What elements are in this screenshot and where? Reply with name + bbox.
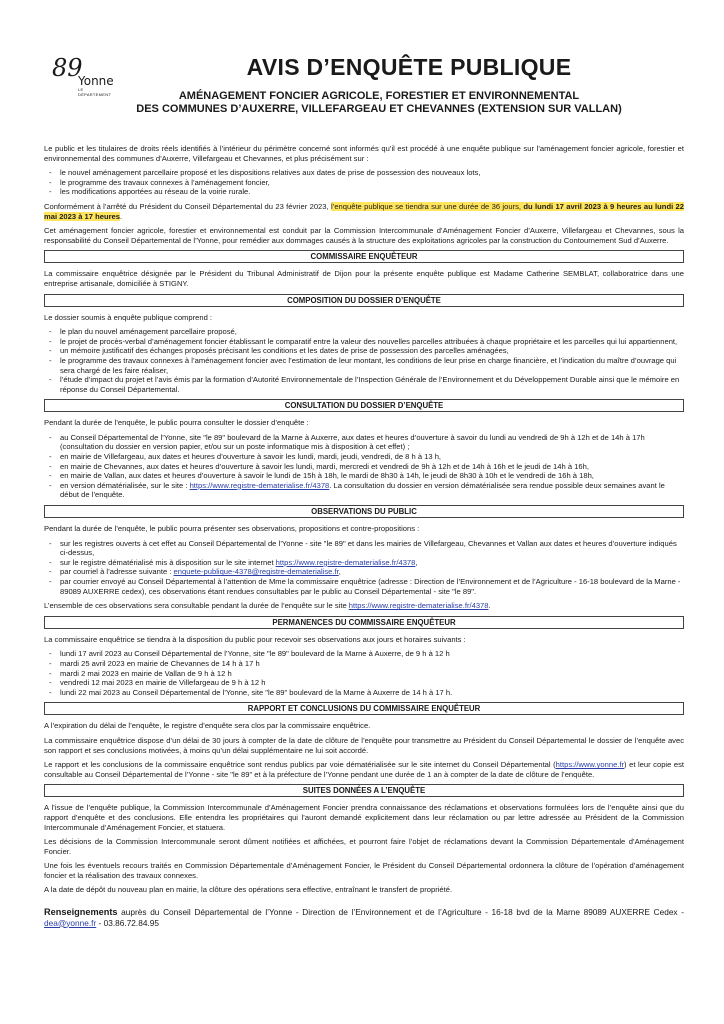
commissaire-paragraph: La commissaire enquêtrice désignée par le Président du Tribunal Administratif de Dijon pour la présente enquête publique est Madame Catherine SEMBLAT, collaboratrice dans une entreprise artisanale, domiciliée à STIGNY.	[44, 269, 684, 288]
subtitle-line-2: DES COMMUNES D’AUXERRE, VILLEFARGEAU ET CHEVANNES (EXTENSION SUR VALLAN)	[136, 103, 622, 115]
notice-page	[44, 52, 684, 933]
dates-duration: l’enquête publique se tiendra sur une durée de 36 jours,	[330, 201, 524, 211]
list-item: - le projet de procès-verbal d’aménagement foncier établissant le comparatif entre la valeur des nouvelles parcelles attribuées à chaque propriétaire et les parcelles qui lui appartiennent,	[60, 337, 684, 347]
list-item	[60, 481, 684, 500]
permanences-intro: La commissaire enquêtrice se tiendra à la disposition du public pour recevoir ses observations aux jours et horaires suivants :	[44, 634, 466, 644]
list-item: - mardi 2 mai 2023 en mairie de Vallan de 9 h à 12 h	[60, 669, 684, 679]
list-item: - en mairie de Vallan, aux dates et heures d’ouverture à savoir le lundi de 15h à 18h, le mardi de 8h30 à 14h, le jeudi de 8h30 à 10h et le vendredi de 16h à 18h,	[60, 471, 684, 481]
intro-paragraph: Le public et les titulaires de droits réels identifiés à l’intérieur du périmètre concerné sont informés qu’il est procédé à une enquête publique sur l’aménagement foncier agricole, forestier et environnemental des communes d’Auxerre, Villefargeau et Chevannes, et plus précisément sur :	[44, 144, 684, 163]
logo-subtitle: LE DÉPARTEMENT	[78, 87, 112, 97]
list-item: - lundi 22 mai 2023 au Conseil Départemental de l’Yonne, site "le 89" boulevard de la Marne à Auxerre de 14 h à 17 h.	[60, 688, 684, 698]
registre-link[interactable]: https://www.registre-dematerialise.fr/4378	[348, 601, 489, 611]
dates-end: .	[120, 211, 123, 221]
rapport-paragraph-3	[44, 760, 684, 779]
suites-paragraph-3: Une fois les éventuels recours traités en Commission Départementale d’Aménagement Foncier, le Président du Conseil Départemental ordonnera la clôture de l’opération d’aménagement foncier et la réalisation des travaux connexes.	[44, 861, 684, 880]
footer-email-link[interactable]: dea@yonne.fr	[44, 917, 97, 928]
footer-contact	[44, 907, 684, 928]
observations-intro: Pendant la durée de l’enquête, le public pourra présenter ses observations, propositions et contre-propositions :	[44, 524, 420, 534]
dates-text: Conformément à l’arrêté du Président du Conseil Départemental du 23 février 2023,	[44, 201, 331, 211]
list-item: - lundi 17 avril 2023 au Conseil Départemental de l’Yonne, site "le 89" boulevard de la Marne à Auxerre, de 9 h à 12 h	[60, 649, 684, 659]
list-item: - sur le registre dématérialisé mis à disposition sur le site internet https://www.registre-dematerialise.fr/4378,	[60, 558, 684, 568]
footer-label: Renseignements	[44, 907, 118, 918]
list-item: - au Conseil Départemental de l’Yonne, site "le 89" boulevard de la Marne à Auxerre, aux dates et heures d’ouverture à savoir du lundi au vendredi de 9h à 12h et de 14h à 17h (consultation du dossier en version papier, et/ou sur un poste informatique mis à disposition à cet effet) ;	[60, 433, 684, 452]
consultation-list	[44, 433, 684, 500]
rapport-text: Le rapport et les conclusions de la commissaire enquêtrice sont rendus publics par voie dématérialisée sur le site internet du Conseil Départemental (	[44, 760, 556, 770]
list-item: - en mairie de Chevannes, aux dates et heures d’ouverture à savoir les lundi, mardi, mercredi et vendredi de 9h à 12h et de 14h à 16h et le jeudi de 14h à 16h,	[60, 462, 684, 472]
composition-intro: Le dossier soumis à enquête publique comprend :	[44, 312, 213, 322]
footer-text: auprès du Conseil Départemental de l’Yonne - Direction de l’Environnement et de l’Agriculture - 16-18 bvd de la Marne 89089 AUXERRE Cedex -	[117, 907, 684, 918]
permanences-list	[44, 649, 684, 697]
email-link[interactable]: enquete-publique-4378@registre-dematerialise.fr	[173, 567, 339, 577]
intro-list	[44, 168, 684, 197]
registre-link[interactable]: https://www.registre-dematerialise.fr/4378	[275, 557, 416, 567]
page-subtitle	[74, 90, 684, 116]
observations-closing-text: L’ensemble de ces observations sera consultable pendant la durée de l’enquête sur le site	[44, 601, 349, 611]
section-heading-consultation: CONSULTATION DU DOSSIER D’ENQUÊTE	[44, 399, 684, 412]
page-title: AVIS D’ENQUÊTE PUBLIQUE	[246, 54, 572, 80]
observations-online-text: sur le registre dématérialisé mis à disposition sur le site internet	[60, 557, 276, 567]
section-heading-permanences: PERMANENCES DU COMMISSAIRE ENQUÊTEUR	[44, 616, 684, 629]
registre-link[interactable]: https://www.registre-dematerialise.fr/4378	[189, 480, 330, 490]
suites-paragraph-1: A l’issue de l’enquête publique, la Commission Intercommunale d’Aménagement Foncier prendra connaissance des réclamations et observations formulées lors de l’enquête ainsi que du rapport d’enquête et des conclusions. Elle entendra les propriétaires qui l’auront demandé explicitement dans leur réclamation ou par lettre adressée au Président de la Commission Intercommunale d’Aménagement Foncier, et statuera.	[44, 803, 684, 832]
suites-paragraph-2: Les décisions de la Commission Intercommunale seront dûment notifiées et affichées, et pourront faire l’objet de réclamations devant la Commission Départementale d’Aménagement Foncier.	[44, 837, 684, 856]
subtitle-line-1: AMÉNAGEMENT FONCIER AGRICOLE, FORESTIER ET ENVIRONNEMENTAL	[178, 90, 580, 102]
observations-email-text: par courriel à l’adresse suivante :	[60, 567, 174, 577]
logo-number: 89	[52, 54, 83, 82]
section-heading-composition: COMPOSITION DU DOSSIER D’ENQUÊTE	[44, 294, 684, 307]
list-item: - les modifications apportées au réseau de la voirie rurale.	[60, 187, 684, 197]
footer-phone: - 03.86.72.84.95	[96, 917, 159, 928]
section-heading-suites: SUITES DONNÉES A L’ENQUÊTE	[44, 784, 684, 797]
rapport-text-end: ) et leur copie est consultable au Conseil Départemental de l’Yonne - site "le 89" et à la préfecture de l’Yonne pendant une durée de 1 an à compter de la date de clôture de l’enquête.	[44, 760, 684, 779]
rapport-paragraph-1: A l’expiration du délai de l’enquête, le registre d’enquête sera clos par la commissaire enquêtrice.	[44, 721, 371, 731]
dates-paragraph	[44, 202, 684, 221]
list-item: - mardi 25 avril 2023 en mairie de Chevannes de 14 h à 17 h	[60, 659, 684, 669]
composition-list	[44, 327, 684, 394]
suites-paragraph-4: A la date de dépôt du nouveau plan en mairie, la clôture des opérations sera effective, entraînant le transfert de propriété.	[44, 885, 453, 895]
list-item: - le plan du nouvel aménagement parcellaire proposé,	[60, 327, 684, 337]
notice-header	[44, 52, 684, 144]
observations-list	[44, 539, 684, 597]
list-item: - le programme des travaux connexes à l’aménagement foncier avec l’estimation de leur montant, les conditions de leur prise en charge financière, et l’indication du maître d’ouvrage qui sera chargé de les faire réaliser,	[60, 356, 684, 375]
logo-name: Yonne	[78, 74, 114, 88]
list-item: - vendredi 12 mai 2023 en mairie de Villefargeau de 9 h à 12 h	[60, 678, 684, 688]
dates-range: du lundi 17 avril 2023 à 9 heures au lundi 22 mai 2023 à 17 heures	[44, 201, 684, 221]
yonne-link[interactable]: https://www.yonne.fr	[555, 760, 625, 770]
list-item: - par courriel à l’adresse suivante : enquete-publique-4378@registre-dematerialise.fr,	[60, 567, 684, 577]
list-item: - l’étude d’impact du projet et l’avis émis par la formation d’Autorité Environnementale de l’Inspection Générale de l’Environnement et du Développement Durable ainsi que le mémoire en réponse du Conseil Départemental.	[60, 375, 684, 394]
section-heading-rapport: RAPPORT ET CONCLUSIONS DU COMMISSAIRE ENQUÊTEUR	[44, 702, 684, 715]
consultation-online-end: . La consultation du dossier en version dématérialisée sera rendue possible deux semaines avant le début de l’enquête.	[60, 480, 665, 500]
context-paragraph: Cet aménagement foncier agricole, forestier et environnemental est conduit par la Commission Intercommunale d’Aménagement Foncier d’Auxerre, Villefargeau et Chevannes, sous la responsabilité du Conseil Départemental de l’Yonne, pour remédier aux dommages causés à la structure des exploitations agricoles par la construction du Contournement Sud d’Auxerre.	[44, 226, 684, 245]
list-item: - sur les registres ouverts à cet effet au Conseil Départemental de l’Yonne - site "le 89" et dans les mairies de Villefargeau, Chevannes et Vallan aux dates et heures d’ouverture indiqués ci-dessus,	[60, 539, 684, 558]
list-item: - en mairie de Villefargeau, aux dates et heures d’ouverture à savoir les lundi, mardi, jeudi, vendredi, de 8 h à 13 h,	[60, 452, 684, 462]
list-item: - par courrier envoyé au Conseil Départemental à l’attention de Mme la commissaire enquêtrice (adresse : Direction de l’Environnement et de l’Agriculture - 16-18 boulevard de la Marne - 89089 AUXERRE cedex), ces observations étant rendues consultables par le public au Conseil Départemental - site "le 89".	[60, 577, 684, 596]
list-item: - le programme des travaux connexes à l’aménagement foncier,	[60, 178, 684, 188]
observations-closing: L’ensemble de ces observations sera consultable pendant la durée de l’enquête sur le site https://www.registre-dematerialise.fr/4378.	[44, 601, 491, 611]
rapport-paragraph-2: La commissaire enquêtrice dispose d’un délai de 30 jours à compter de la date de clôture de l’enquête pour transmettre au Président du Conseil Départemental le dossier de l’enquête avec son rapport et ses conclusions motivées, à moins qu’un délai supplémentaire ne lui soit accordé.	[44, 735, 684, 755]
consultation-online-text: en version dématérialisée, sur le site :	[60, 480, 190, 490]
section-heading-commissaire: COMMISSAIRE ENQUÊTEUR	[44, 250, 684, 263]
consultation-intro: Pendant la durée de l’enquête, le public pourra consulter le dossier d’enquête :	[44, 418, 309, 428]
list-item: - un mémoire justificatif des échanges proposés précisant les conditions et les dates de prise de possession des parcelles aménagées,	[60, 346, 684, 356]
list-item: - le nouvel aménagement parcellaire proposé et les dispositions relatives aux dates de prise de possession des nouveaux lots,	[60, 168, 684, 178]
section-heading-observations: OBSERVATIONS DU PUBLIC	[44, 505, 684, 518]
